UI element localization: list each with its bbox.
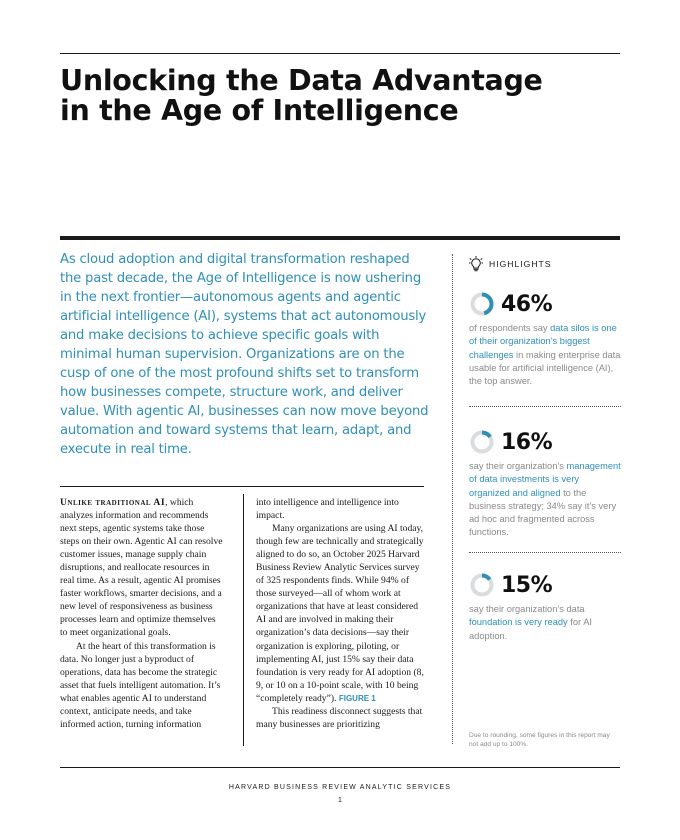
page-title <box>60 66 620 126</box>
body-paragraph-2-part-2: into intelligence and intelligence into impact. <box>256 497 399 522</box>
highlight-stat-1 <box>469 290 621 388</box>
lead-in: Unlike traditional AI <box>60 497 166 508</box>
stat-description-post: for AI adoption. <box>469 617 593 641</box>
title-line-2: in the Age of Intelligence <box>60 94 459 127</box>
body-paragraph-2 <box>60 640 224 731</box>
figure-reference-link[interactable]: FIGURE 1 <box>338 693 376 703</box>
column-divider <box>243 494 244 746</box>
stat-description-highlight: management of data investments is very organized and aligned <box>469 461 621 498</box>
donut-chart-icon <box>469 572 495 598</box>
body-paragraph-2-part-1: At the heart of this transformation is data. No longer just a byproduct of operations, data has become the strategic asset that fuels intelligent automation. It’s what enables agentic AI to understand context, anticipate needs, and take informed action, turning information <box>60 640 221 730</box>
stat-description-pre: say their organization’s data <box>469 604 585 614</box>
page-number: 1 <box>338 797 342 804</box>
lede-paragraph: As cloud adoption and digital transformation reshaped the past decade, the Age of Intelligence is now ushering in the next frontier—autonomous agents and agentic artificial intelligence (AI), systems that act autonomously and make decisions to achieve specific goals with minimal human supervision. Organizations are on the cusp of one of the most profound shifts set to transform how businesses compete, structure work, and deliver value. With agentic AI, businesses can now move beyond automation and toward systems that learn, adapt, and execute in real time. <box>60 252 429 457</box>
stat-description-post: in making enterprise data usable for artificial intelligence (AI), the top answer. <box>469 349 621 387</box>
body-top-rule <box>60 486 424 487</box>
stat-description-post: to the business strategy; 34% say it’s very ad hoc and fragmented across functions. <box>469 487 617 538</box>
footer-publisher: HARVARD BUSINESS REVIEW ANALYTIC SERVICES <box>228 784 452 791</box>
highlights-label: HIGHLIGHTS <box>489 259 552 269</box>
stat-description-pre: of respondents say <box>469 323 551 333</box>
highlight-stat-2 <box>469 428 621 540</box>
donut-chart-icon <box>469 291 495 317</box>
stat-value: 15% <box>501 572 553 598</box>
body-column-right <box>256 496 426 731</box>
stat-value: 16% <box>501 429 553 455</box>
sidebar-divider <box>452 254 453 744</box>
rounding-footnote: Due to rounding, some figures in this report may not add up to 100%. <box>469 732 610 748</box>
top-rule <box>60 53 620 54</box>
stat-description <box>469 322 621 388</box>
body-paragraph-3-text: Many organizations are using AI today, though few are technically and strategically aligned to do so, an October 2025 Harvard Business Review Analytic Services survey of 325 respondents finds. While 94% of those surveyed—all of whom work at organizations that have at least considered AI and are involved in making their organization’s data decisions—say their organization is exploring, piloting, or implementing AI, just 15% say their data foundation is very ready for AI adoption (8, 9, or 10 on a 10-point scale, with 10 being “completely ready”). <box>256 523 424 704</box>
highlight-stat-3 <box>469 571 621 643</box>
body-paragraph-3 <box>256 522 426 705</box>
highlights-header <box>469 255 552 273</box>
stat-separator <box>469 406 621 407</box>
body-paragraph-2-continued <box>256 496 426 522</box>
section-rule <box>60 236 620 240</box>
donut-chart-icon <box>469 429 495 455</box>
body-paragraph-4: This readiness disconnect suggests that many businesses are prioritizing <box>256 705 423 730</box>
body-paragraph-1 <box>60 496 224 640</box>
stat-value: 46% <box>501 291 553 317</box>
title-line-1: Unlocking the Data Advantage <box>60 64 543 97</box>
lightbulb-icon <box>469 256 483 272</box>
body-paragraph-1-text: , which analyzes information and recommends next steps, agentic systems take those steps on their own. Agentic AI can resolve customer issues, manage supply chain disruptions, and reallocate resources in real time. As a result, agentic AI promises faster workflows, smarter decisions, and a new level of responsiveness as business processes learn and optimize themselves to meet organizational goals. <box>60 497 223 639</box>
stat-description-highlight: data silos is one of their organization’s biggest challenges <box>469 323 617 360</box>
stat-separator <box>469 552 621 553</box>
stat-description <box>469 460 621 540</box>
stat-description-pre: say their organization’s <box>469 461 567 471</box>
stat-description <box>469 603 621 643</box>
body-column-left <box>60 496 224 731</box>
stat-description-highlight: foundation is very ready <box>469 617 568 628</box>
footer-rule <box>60 767 620 768</box>
